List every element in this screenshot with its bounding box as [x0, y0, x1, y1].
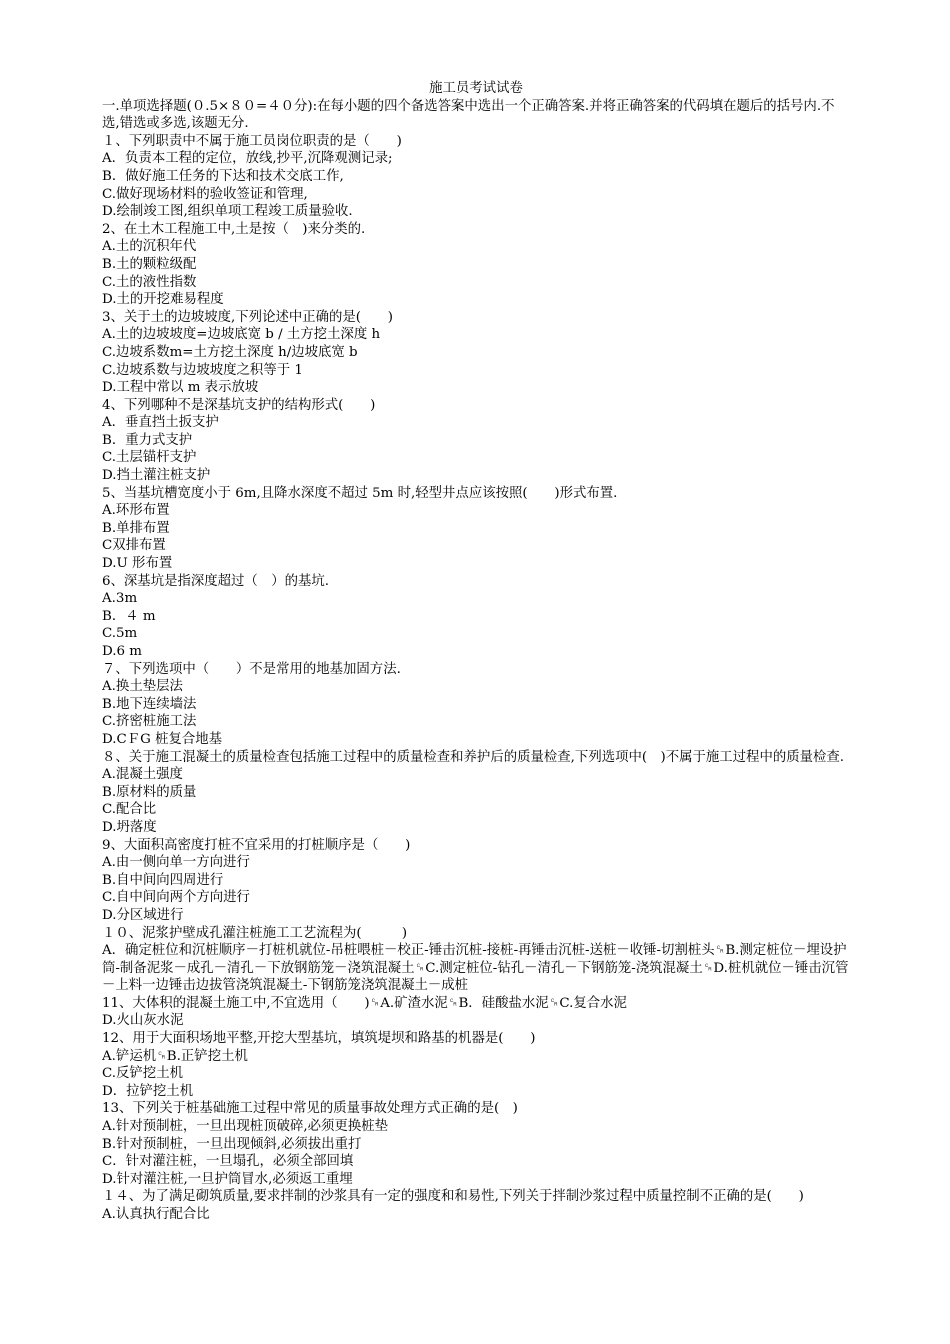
text-line: C.挤密桩施工法 [102, 714, 197, 730]
text-line: D.绘制竣工图,组织单项工程竣工质量验收. [102, 204, 353, 220]
text-line: D.土的开挖难易程度 [102, 292, 224, 308]
text-line: B.地下连续墙法 [102, 696, 197, 712]
text-line: ８、关于施工混凝土的质量检查包括施工过程中的质量检查和养护后的质量检查,下列选项中( )不属于施工过程中的质量检查. [102, 749, 845, 765]
text-line: D.坍落度 [102, 819, 157, 835]
text-line: C.边坡系数与边坡坡度之积等于 1 [102, 362, 303, 378]
text-line: B．做好施工任务的下达和技术交底工作, [102, 168, 344, 184]
text-line: D.挡土灌注桩支护 [102, 468, 211, 484]
document-title: 施工员考试试卷 [429, 81, 523, 96]
text-line: １４、为了满足砌筑质量,要求拌制的沙浆具有一定的强度和和易性,下列关于拌制沙浆过程中质量控制不正确的是( ) [102, 1189, 804, 1205]
text-line: B．４ m [102, 608, 156, 624]
text-line: D．拉铲挖土机 [102, 1083, 194, 1099]
text-line: D.针对灌注桩,一旦护筒冒水,必须返工重埋 [102, 1171, 353, 1187]
text-line: D.CＦG 桩复合地基 [102, 731, 223, 747]
text-line: D.火山灰水泥 [102, 1013, 184, 1029]
text-line: D.工程中常以 m 表示放坡 [102, 380, 259, 396]
question-lines [102, 98, 850, 1224]
text-line: 2、在土木工程施工中,土是按（ )来分类的. [102, 221, 366, 237]
text-line: A．垂直挡土扳支护 [102, 415, 219, 431]
text-line: A．确定桩位和沉桩顺序－打桩机就位-吊桩喂桩－校正-锤击沉桩-接桩-再锤击沉桩-送桩－收锤-切割桩头␍B.测定桩位－埋设护筒-制备泥浆－成孔－清孔－下放钢筋笼－浇筑混凝土␍C.测定桩位-钻孔－清孔－下钢筋笼-浇筑混凝土␍D.桩机就位－锤击沉管－上料一边锤击边拔管浇筑混凝土-下钢筋笼浇筑混凝土－成桩 [102, 943, 849, 994]
text-line: C.配合比 [102, 802, 157, 818]
text-line: A．负责本工程的定位，放线,抄平,沉降观测记录; [102, 151, 393, 167]
text-line: B.自中间向四周进行 [102, 872, 224, 888]
text-line: B.针对预制桩，一旦出现倾斜,必须拔出重打 [102, 1136, 362, 1152]
text-line: A.3m [102, 591, 138, 607]
text-line: A.土的沉积年代 [102, 239, 197, 255]
text-line: A.混凝土强度 [102, 767, 183, 783]
text-line: 6、深基坑是指深度超过（ ）的基坑. [102, 573, 330, 589]
text-line: A.针对预制桩，一旦出现桩顶破碎,必须更换桩垫 [102, 1119, 388, 1135]
text-line: 9、大面积高密度打桩不宜采用的打桩顺序是（ ) [102, 837, 411, 853]
text-line: 5、当基坑槽宽度小于 6m,且降水深度不超过 5m 时,轻型井点应该按照( )形式布置. [102, 485, 618, 501]
text-line: C.5m [102, 626, 138, 642]
text-line: 3、关于土的边坡坡度,下列论述中正确的是( ) [102, 309, 394, 325]
text-line: 一.单项选择题(０.5×８０=４０分):在每小题的四个备选答案中选出一个正确答案.并将正确答案的代码填在题后的括号内.不选,错选或多选,该题无分. [102, 98, 835, 132]
text-line: B.单排布置 [102, 520, 170, 536]
text-line: C.土的液性指数 [102, 274, 197, 290]
text-line: B.土的颗粒级配 [102, 256, 197, 272]
text-line: １０、泥浆护壁成孔灌注桩施工工艺流程为( ) [102, 925, 408, 941]
text-line: 4、下列哪种不是深基坑支护的结构形式( ) [102, 397, 376, 413]
text-line: C.土层锚杆支护 [102, 450, 197, 466]
text-line: A.土的边坡坡度=边坡底宽 b / 土方挖土深度 h [102, 327, 381, 343]
text-line: １、下列职责中不属于施工员岗位职责的是（ ) [102, 133, 402, 149]
text-line: A.认真执行配合比 [102, 1207, 210, 1222]
text-line: C.反铲挖土机 [102, 1066, 183, 1082]
text-line: 13、下列关于桩基础施工过程中常见的质量事故处理方式正确的是( ) [102, 1101, 518, 1117]
text-line: C.自中间向两个方向进行 [102, 890, 250, 906]
exam-document [102, 80, 850, 1224]
text-line: C.边坡系数m=土方挖土深度 h/边坡底宽 b [102, 344, 358, 360]
text-line: A.换土垫层法 [102, 679, 183, 695]
text-line: B．重力式支护 [102, 432, 193, 448]
text-line: C双排布置 [102, 538, 166, 554]
text-line: C.做好现场材料的验收签证和管理, [102, 186, 308, 202]
text-line: 11、大体积的混凝土施工中,不宜选用（ )␍A.矿渣水泥␍B．硅酸盐水泥␍C.复合水泥 [102, 995, 627, 1011]
text-line: A.环形布置 [102, 503, 170, 519]
text-line: ７、下列选项中（ ）不是常用的地基加固方法. [102, 661, 401, 677]
text-line: D.分区域进行 [102, 907, 184, 923]
text-line: D.6 m [102, 644, 142, 659]
text-line: 12、用于大面积场地平整,开挖大型基坑，填筑堤坝和路基的机器是( ) [102, 1031, 536, 1047]
text-line: D.U 形布置 [102, 556, 173, 572]
text-line: B.原材料的质量 [102, 784, 197, 800]
text-line: A.由一侧向单一方向进行 [102, 855, 250, 871]
text-line: C．针对灌注桩，一旦塌孔，必须全部回填 [102, 1154, 354, 1170]
text-line: A.铲运机␍B.正铲挖土机 [102, 1048, 248, 1064]
